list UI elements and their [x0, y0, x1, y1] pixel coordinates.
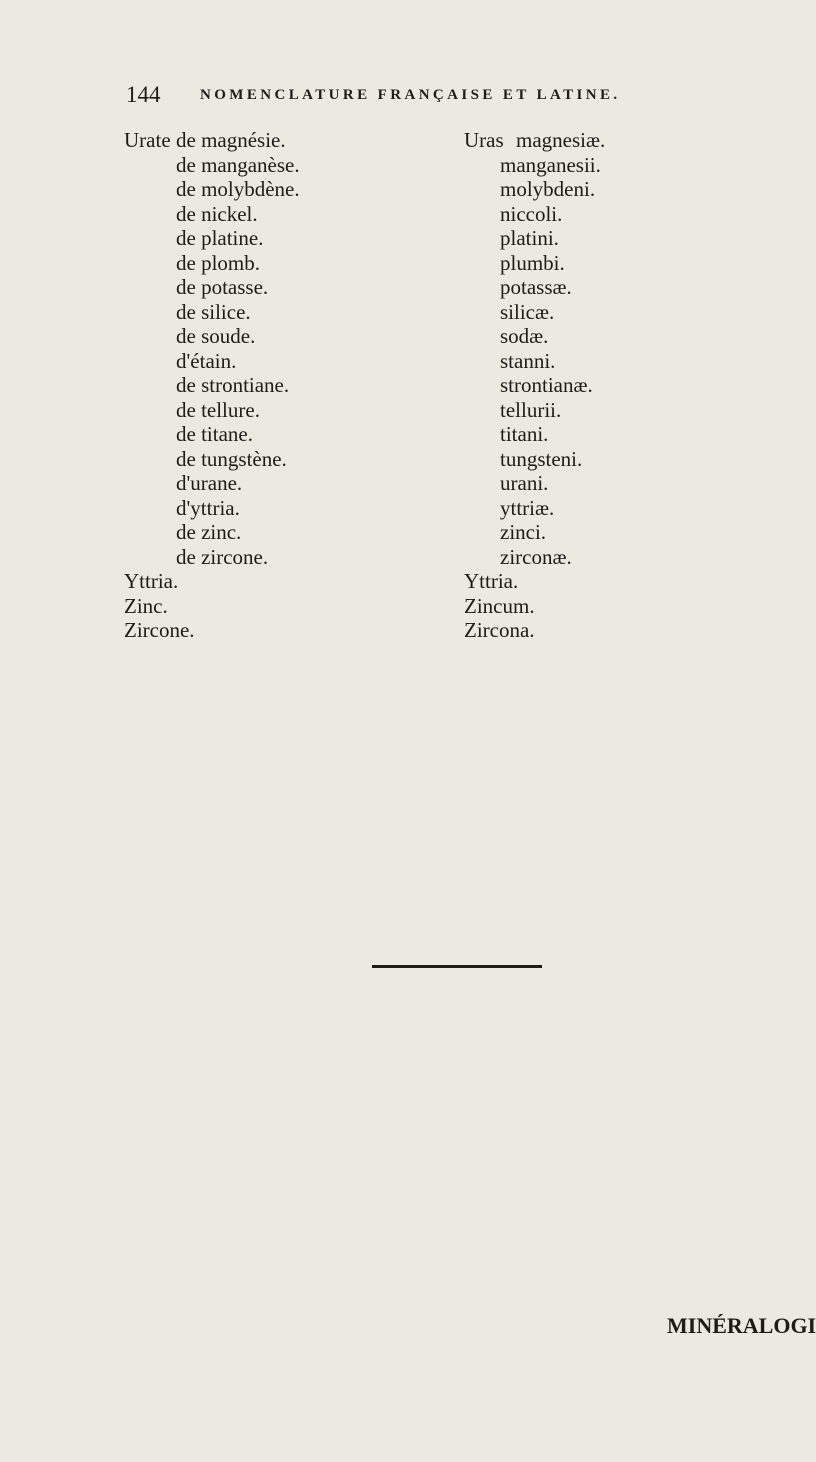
- list-item: de silice.: [176, 299, 251, 324]
- list-item: potassæ.: [500, 275, 572, 299]
- list-item: de potasse.: [176, 275, 269, 299]
- list-item: yttriæ.: [500, 495, 555, 520]
- list-item: [124, 128, 300, 153]
- list-item: niccoli.: [500, 201, 563, 226]
- list-item: d'urane.: [176, 471, 243, 495]
- list-item: silicæ.: [500, 299, 555, 324]
- list-item: Yttria.: [124, 569, 179, 593]
- list-item: de manganèse.: [176, 152, 300, 177]
- entry-head: Uras: [464, 128, 504, 152]
- list-item: zinci.: [500, 520, 547, 544]
- entry-text: de magnésie.: [176, 128, 286, 152]
- list-item: Yttria.: [464, 569, 519, 593]
- list-item: de nickel.: [176, 201, 258, 226]
- catchword: MINÉRALOGI: [667, 1313, 816, 1338]
- list-item: de soude.: [176, 324, 256, 348]
- entry-head: Urate: [124, 128, 171, 152]
- list-item: de strontiane.: [176, 373, 290, 397]
- list-item: tungsteni.: [500, 446, 583, 471]
- entry-text: magnesiæ.: [516, 128, 606, 152]
- list-item: de titane.: [176, 422, 253, 446]
- list-item: zirconæ.: [500, 544, 572, 569]
- french-column: [124, 128, 300, 643]
- latin-column: [464, 128, 605, 643]
- list-item: strontianæ.: [500, 373, 593, 397]
- list-item: stanni.: [500, 348, 556, 373]
- list-item: urani.: [500, 471, 549, 495]
- list-item: molybdeni.: [500, 177, 596, 201]
- list-item: de tellure.: [176, 397, 260, 422]
- list-item: d'étain.: [176, 348, 237, 373]
- list-item: Zircona.: [464, 618, 535, 642]
- list-item: de plomb.: [176, 250, 260, 275]
- list-item: sodæ.: [500, 324, 549, 348]
- list-item: de molybdène.: [176, 177, 300, 201]
- list-item: de zinc.: [176, 520, 242, 544]
- list-item: titani.: [500, 422, 549, 446]
- end-rule: [372, 965, 542, 968]
- list-item: de zircone.: [176, 544, 269, 569]
- page-number: 144: [126, 82, 161, 107]
- running-head: NOMENCLATURE FRANÇAISE ET LATINE.: [200, 87, 621, 103]
- list-item: de platine.: [176, 226, 264, 250]
- list-item: Zinc.: [124, 593, 168, 618]
- list-item: [464, 128, 605, 153]
- list-item: platini.: [500, 226, 559, 250]
- list-item: Zircone.: [124, 618, 195, 642]
- list-item: Zincum.: [464, 593, 535, 618]
- list-item: manganesii.: [500, 152, 601, 177]
- list-item: d'yttria.: [176, 495, 240, 520]
- list-item: tellurii.: [500, 397, 562, 422]
- list-item: de tungstène.: [176, 446, 287, 471]
- list-item: plumbi.: [500, 250, 565, 275]
